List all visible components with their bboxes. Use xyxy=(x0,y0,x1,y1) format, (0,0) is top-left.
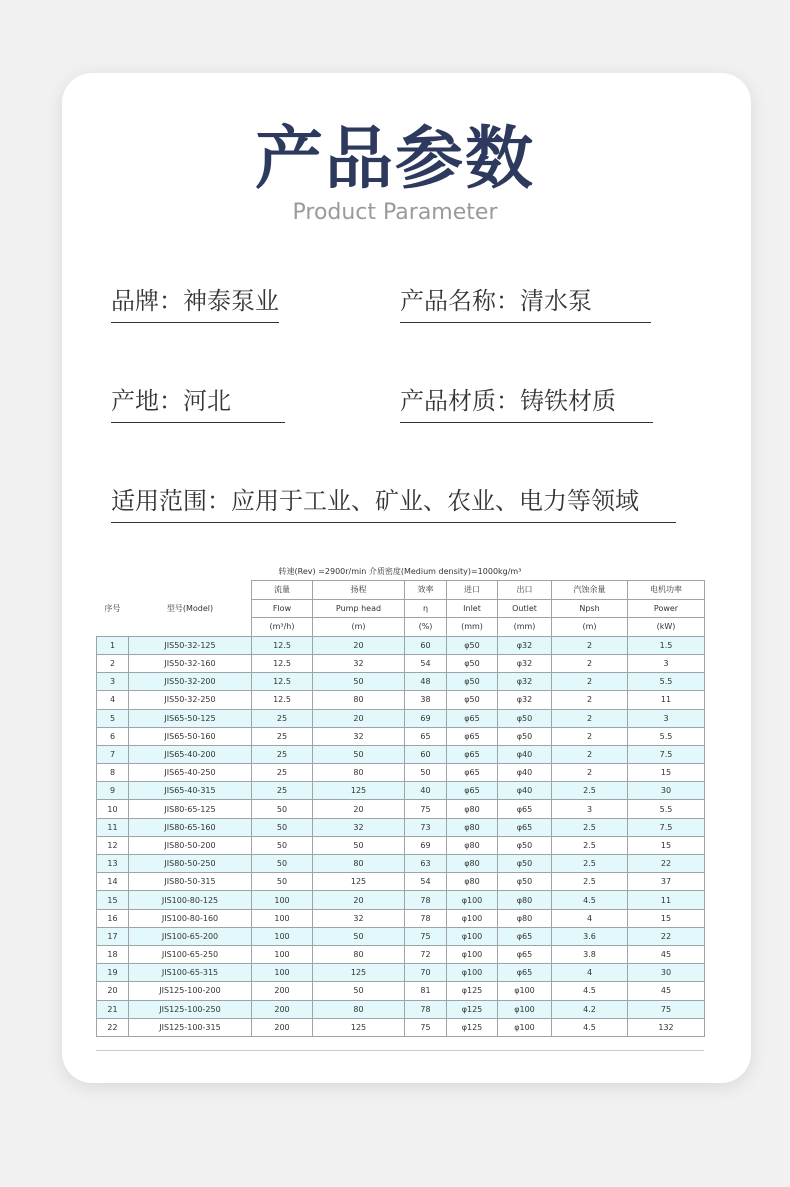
table-cell: φ100 xyxy=(447,964,498,982)
table-cell: 13 xyxy=(97,855,129,873)
table-cell: 2 xyxy=(552,673,628,691)
table-row xyxy=(97,709,705,727)
table-cell: 18 xyxy=(97,945,129,963)
table-cell: φ65 xyxy=(498,800,552,818)
table-cell: φ50 xyxy=(498,873,552,891)
table-cell: 63 xyxy=(405,855,447,873)
table-cell: 37 xyxy=(628,873,705,891)
table-cell: φ100 xyxy=(447,927,498,945)
table-cell: 32 xyxy=(313,818,405,836)
table-cell: φ65 xyxy=(447,782,498,800)
table-row xyxy=(97,800,705,818)
table-cell: 2.5 xyxy=(552,855,628,873)
table-cell: 5.5 xyxy=(628,800,705,818)
header-cell: Flow xyxy=(252,599,313,618)
table-row xyxy=(97,636,705,654)
table-cell: JIS80-50-250 xyxy=(129,855,252,873)
table-cell: 20 xyxy=(313,636,405,654)
table-cell: 2 xyxy=(552,691,628,709)
table-row xyxy=(97,691,705,709)
table-header xyxy=(97,581,705,637)
parameter-table xyxy=(96,580,705,1037)
header-cell: 电机功率 xyxy=(628,581,705,600)
table-cell: 2.5 xyxy=(552,836,628,854)
table-cell: 20 xyxy=(313,800,405,818)
header-cell: Inlet xyxy=(447,599,498,618)
table-cell: 7.5 xyxy=(628,745,705,763)
table-cell: 200 xyxy=(252,1018,313,1036)
table-cell: 22 xyxy=(628,855,705,873)
table-cell: φ50 xyxy=(498,709,552,727)
table-cell: JIS100-80-160 xyxy=(129,909,252,927)
table-cell: 125 xyxy=(313,964,405,982)
table-cell: 54 xyxy=(405,873,447,891)
table-cell: φ65 xyxy=(447,727,498,745)
table-cell: 6 xyxy=(97,727,129,745)
table-cell: 81 xyxy=(405,982,447,1000)
table-cell: 3 xyxy=(97,673,129,691)
table-cell: 54 xyxy=(405,654,447,672)
table-cell: 65 xyxy=(405,727,447,745)
header-cell: (%) xyxy=(405,618,447,637)
table-row xyxy=(97,818,705,836)
table-cell: JIS50-32-160 xyxy=(129,654,252,672)
table-cell: 200 xyxy=(252,1000,313,1018)
table-cell: φ125 xyxy=(447,982,498,1000)
application-field: 适用范围：应用于工业、矿业、农业、电力等领域 xyxy=(111,484,676,523)
table-cell: 50 xyxy=(252,873,313,891)
table-cell: 12.5 xyxy=(252,636,313,654)
table-cell: φ50 xyxy=(447,636,498,654)
header-cell: (m) xyxy=(313,618,405,637)
table-cell: 2.5 xyxy=(552,782,628,800)
page-subtitle: Product Parameter xyxy=(292,200,498,225)
table-cell: 7.5 xyxy=(628,818,705,836)
table-cell: 7 xyxy=(97,745,129,763)
table-cell: 80 xyxy=(313,855,405,873)
table-cell: 70 xyxy=(405,964,447,982)
table-cell: φ65 xyxy=(498,945,552,963)
table-cell: 50 xyxy=(313,673,405,691)
table-cell: 20 xyxy=(313,709,405,727)
table-cell: 5.5 xyxy=(628,673,705,691)
table-cell: φ100 xyxy=(498,1018,552,1036)
header-cell: Power xyxy=(628,599,705,618)
table-row xyxy=(97,782,705,800)
table-cell: 125 xyxy=(313,782,405,800)
table-cell: 100 xyxy=(252,927,313,945)
table-cell: φ125 xyxy=(447,1018,498,1036)
table-cell: φ32 xyxy=(498,654,552,672)
table-cell: 4.2 xyxy=(552,1000,628,1018)
table-cell: 200 xyxy=(252,982,313,1000)
table-cell: φ80 xyxy=(447,873,498,891)
table-cell: φ50 xyxy=(447,673,498,691)
header-cell: Outlet xyxy=(498,599,552,618)
header-cell: (kW) xyxy=(628,618,705,637)
header-cell: 流量 xyxy=(252,581,313,600)
table-cell: JIS80-50-315 xyxy=(129,873,252,891)
table-cell: 12.5 xyxy=(252,654,313,672)
table-cell: JIS65-40-315 xyxy=(129,782,252,800)
table-cell: JIS65-50-160 xyxy=(129,727,252,745)
table-cell: 1.5 xyxy=(628,636,705,654)
table-cell: JIS100-65-315 xyxy=(129,964,252,982)
table-cell: 30 xyxy=(628,964,705,982)
table-cell: 48 xyxy=(405,673,447,691)
table-cell: 22 xyxy=(97,1018,129,1036)
table-cell: φ40 xyxy=(498,764,552,782)
table-cell: 75 xyxy=(405,800,447,818)
table-cell: φ65 xyxy=(498,927,552,945)
table-cell: φ80 xyxy=(447,800,498,818)
table-cell: 4 xyxy=(552,964,628,982)
table-cell: 100 xyxy=(252,964,313,982)
header-cell: Pump head xyxy=(313,599,405,618)
table-cell: 12.5 xyxy=(252,691,313,709)
table-cell: 20 xyxy=(313,891,405,909)
table-cell: 100 xyxy=(252,945,313,963)
table-cell: φ100 xyxy=(447,909,498,927)
table-cell: 132 xyxy=(628,1018,705,1036)
header-cell: (mm) xyxy=(447,618,498,637)
table-cell: 75 xyxy=(628,1000,705,1018)
table-cell: 100 xyxy=(252,891,313,909)
table-cell: 73 xyxy=(405,818,447,836)
bottom-divider xyxy=(96,1050,704,1051)
table-cell: 32 xyxy=(313,727,405,745)
table-cell: JIS50-32-125 xyxy=(129,636,252,654)
table-cell: 20 xyxy=(97,982,129,1000)
table-cell: φ65 xyxy=(498,964,552,982)
table-cell: 4 xyxy=(552,909,628,927)
table-cell: φ40 xyxy=(498,782,552,800)
table-cell: φ80 xyxy=(498,909,552,927)
table-cell: φ40 xyxy=(498,745,552,763)
table-cell: 78 xyxy=(405,909,447,927)
table-cell: φ100 xyxy=(447,945,498,963)
table-cell: φ50 xyxy=(498,855,552,873)
table-cell: 21 xyxy=(97,1000,129,1018)
table-cell: 2 xyxy=(552,745,628,763)
table-cell: φ100 xyxy=(498,982,552,1000)
header-cell: Npsh xyxy=(552,599,628,618)
table-cell: 32 xyxy=(313,654,405,672)
table-row xyxy=(97,964,705,982)
header-cell: 效率 xyxy=(405,581,447,600)
table-cell: 2 xyxy=(552,727,628,745)
table-cell: 14 xyxy=(97,873,129,891)
product-name-field: 产品名称：清水泵 xyxy=(400,284,651,323)
table-cell: 5 xyxy=(97,709,129,727)
table-row xyxy=(97,836,705,854)
table-cell: 2 xyxy=(552,764,628,782)
table-cell: 125 xyxy=(313,1018,405,1036)
table-cell: 17 xyxy=(97,927,129,945)
table-cell: 4 xyxy=(97,691,129,709)
table-cell: 8 xyxy=(97,764,129,782)
table-cell: φ50 xyxy=(498,836,552,854)
table-cell: 50 xyxy=(313,745,405,763)
table-cell: 69 xyxy=(405,709,447,727)
table-row xyxy=(97,654,705,672)
table-cell: JIS80-65-125 xyxy=(129,800,252,818)
table-cell: 15 xyxy=(97,891,129,909)
table-cell: JIS65-50-125 xyxy=(129,709,252,727)
page-title: 产品参数 xyxy=(254,120,535,199)
table-cell: 80 xyxy=(313,691,405,709)
header-cell: 出口 xyxy=(498,581,552,600)
table-cell: φ65 xyxy=(498,818,552,836)
table-cell: φ32 xyxy=(498,673,552,691)
table-row xyxy=(97,764,705,782)
header-cell: 进口 xyxy=(447,581,498,600)
table-cell: JIS100-80-125 xyxy=(129,891,252,909)
table-cell: φ100 xyxy=(498,1000,552,1018)
table-row xyxy=(97,855,705,873)
table-cell: 12.5 xyxy=(252,673,313,691)
table-cell: 4.5 xyxy=(552,982,628,1000)
table-cell: JIS50-32-250 xyxy=(129,691,252,709)
table-cell: φ50 xyxy=(498,727,552,745)
table-cell: 2 xyxy=(552,636,628,654)
table-cell: 2.5 xyxy=(552,818,628,836)
table-cell: 25 xyxy=(252,745,313,763)
table-cell: φ32 xyxy=(498,636,552,654)
table-row xyxy=(97,1000,705,1018)
table-cell: 4.5 xyxy=(552,1018,628,1036)
header-cell: η xyxy=(405,599,447,618)
table-cell: 60 xyxy=(405,745,447,763)
table-cell: 60 xyxy=(405,636,447,654)
header-cell: (mm) xyxy=(498,618,552,637)
table-cell: φ50 xyxy=(447,691,498,709)
table-row xyxy=(97,909,705,927)
table-row xyxy=(97,1018,705,1036)
table-row xyxy=(97,673,705,691)
table-cell: 16 xyxy=(97,909,129,927)
header-cell: 汽蚀余量 xyxy=(552,581,628,600)
table-cell: 50 xyxy=(313,982,405,1000)
table-cell: 9 xyxy=(97,782,129,800)
table-cell: 80 xyxy=(313,764,405,782)
table-cell: 45 xyxy=(628,945,705,963)
table-cell: 3.6 xyxy=(552,927,628,945)
table-row xyxy=(97,891,705,909)
table-cell: JIS65-40-200 xyxy=(129,745,252,763)
table-cell: φ100 xyxy=(447,891,498,909)
material-field: 产品材质：铸铁材质 xyxy=(400,384,653,423)
table-cell: 12 xyxy=(97,836,129,854)
table-cell: 3 xyxy=(628,654,705,672)
table-cell: 11 xyxy=(97,818,129,836)
table-row xyxy=(97,945,705,963)
table-cell: 11 xyxy=(628,891,705,909)
table-cell: 10 xyxy=(97,800,129,818)
table-cell: φ65 xyxy=(447,764,498,782)
table-cell: 30 xyxy=(628,782,705,800)
header-cell: (m³/h) xyxy=(252,618,313,637)
table-cell: 3 xyxy=(628,709,705,727)
table-cell: φ50 xyxy=(447,654,498,672)
table-row xyxy=(97,873,705,891)
table-cell: φ65 xyxy=(447,745,498,763)
brand-field: 品牌：神泰泵业 xyxy=(111,284,279,323)
table-cell: 2 xyxy=(552,709,628,727)
table-cell: JIS80-50-200 xyxy=(129,836,252,854)
table-cell: 15 xyxy=(628,836,705,854)
table-cell: 50 xyxy=(252,818,313,836)
table-cell: 11 xyxy=(628,691,705,709)
table-cell: 25 xyxy=(252,764,313,782)
table-cell: 78 xyxy=(405,891,447,909)
header-row xyxy=(97,581,705,600)
table-cell: JIS100-65-250 xyxy=(129,945,252,963)
table-cell: φ32 xyxy=(498,691,552,709)
table-cell: 25 xyxy=(252,727,313,745)
table-cell: 2 xyxy=(97,654,129,672)
table-cell: 75 xyxy=(405,927,447,945)
table-cell: 80 xyxy=(313,1000,405,1018)
header-index: 序号 xyxy=(97,581,129,637)
table-cell: 3.8 xyxy=(552,945,628,963)
header-model: 型号(Model) xyxy=(129,581,252,637)
table-cell: 2 xyxy=(552,654,628,672)
table-cell: φ80 xyxy=(447,818,498,836)
table-caption: 转速(Rev) =2900r/min 介质密度(Medium density)=1000kg/m³ xyxy=(278,567,522,576)
table-cell: φ80 xyxy=(498,891,552,909)
table-cell: 125 xyxy=(313,873,405,891)
table-cell: 50 xyxy=(252,836,313,854)
origin-field: 产地：河北 xyxy=(111,384,285,423)
table-cell: 19 xyxy=(97,964,129,982)
table-cell: 25 xyxy=(252,709,313,727)
table-cell: 50 xyxy=(252,800,313,818)
table-body xyxy=(97,636,705,1036)
table-cell: JIS125-100-315 xyxy=(129,1018,252,1036)
table-cell: 22 xyxy=(628,927,705,945)
table-cell: 50 xyxy=(252,855,313,873)
table-cell: 78 xyxy=(405,1000,447,1018)
table-cell: φ80 xyxy=(447,836,498,854)
table-cell: 1 xyxy=(97,636,129,654)
table-cell: 32 xyxy=(313,909,405,927)
table-cell: 50 xyxy=(313,927,405,945)
table-cell: 5.5 xyxy=(628,727,705,745)
table-cell: φ80 xyxy=(447,855,498,873)
table-cell: 15 xyxy=(628,764,705,782)
table-cell: 38 xyxy=(405,691,447,709)
table-cell: φ65 xyxy=(447,709,498,727)
table-row xyxy=(97,727,705,745)
table-cell: JIS125-100-200 xyxy=(129,982,252,1000)
table-cell: JIS65-40-250 xyxy=(129,764,252,782)
table-row xyxy=(97,745,705,763)
table-cell: JIS125-100-250 xyxy=(129,1000,252,1018)
table-cell: 4.5 xyxy=(552,891,628,909)
table-cell: 45 xyxy=(628,982,705,1000)
table-cell: 100 xyxy=(252,909,313,927)
table-cell: 72 xyxy=(405,945,447,963)
table-cell: φ125 xyxy=(447,1000,498,1018)
header-cell: 扬程 xyxy=(313,581,405,600)
table-cell: JIS80-65-160 xyxy=(129,818,252,836)
table-cell: 40 xyxy=(405,782,447,800)
table-cell: 69 xyxy=(405,836,447,854)
table-cell: 15 xyxy=(628,909,705,927)
table-cell: 25 xyxy=(252,782,313,800)
table-cell: 3 xyxy=(552,800,628,818)
table-cell: 2.5 xyxy=(552,873,628,891)
table-cell: JIS50-32-200 xyxy=(129,673,252,691)
table-cell: 80 xyxy=(313,945,405,963)
header-cell: (m) xyxy=(552,618,628,637)
table-row xyxy=(97,982,705,1000)
table-cell: 50 xyxy=(313,836,405,854)
table-cell: 75 xyxy=(405,1018,447,1036)
table-row xyxy=(97,927,705,945)
table-cell: 50 xyxy=(405,764,447,782)
table-cell: JIS100-65-200 xyxy=(129,927,252,945)
